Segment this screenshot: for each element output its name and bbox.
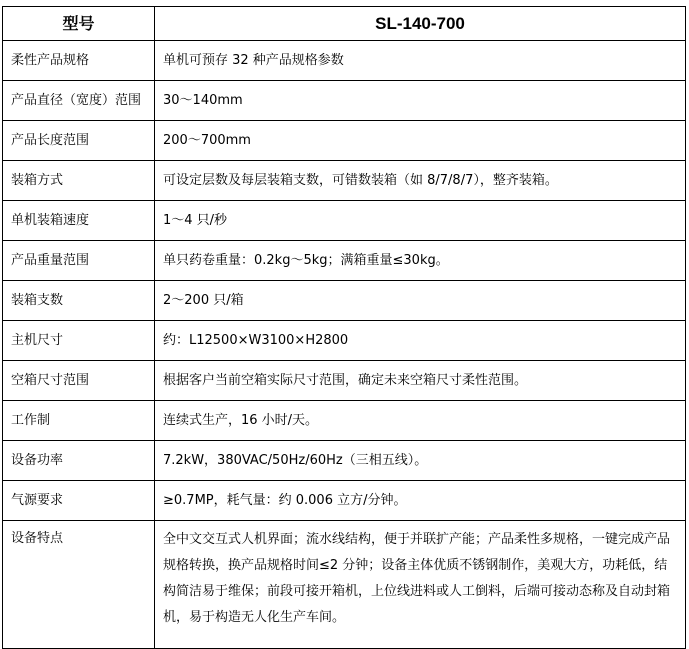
row-value: 2～200 只/箱 [155, 281, 686, 321]
row-value: 7.2kW，380VAC/50Hz/60Hz（三相五线）。 [155, 441, 686, 481]
table-row-length-range [3, 121, 686, 161]
spec-table [2, 6, 686, 649]
row-value: 约：L12500×W3100×H2800 [155, 321, 686, 361]
header-row [3, 7, 686, 41]
row-label: 产品直径（宽度）范围 [3, 81, 155, 121]
row-label: 设备特点 [3, 521, 155, 649]
table-row-air-supply [3, 481, 686, 521]
row-label: 气源要求 [3, 481, 155, 521]
table-row-weight-range [3, 241, 686, 281]
table-row-pieces-per-box [3, 281, 686, 321]
row-value: 1～4 只/秒 [155, 201, 686, 241]
table-row-empty-box-range [3, 361, 686, 401]
row-value: 全中文交互式人机界面；流水线结构，便于并联扩产能；产品柔性多规格，一键完成产品规格转换，换产品规格时间≤2 分钟；设备主体优质不锈钢制作，美观大方，功耗低，结构简洁易于维保；前段可接开箱机，上位线进料或人工倒料，后端可接动态称及自动封箱机，易于构造无人化生产车间。 [155, 521, 686, 649]
row-value: 根据客户当前空箱实际尺寸范围，确定未来空箱尺寸柔性范围。 [155, 361, 686, 401]
row-label: 工作制 [3, 401, 155, 441]
row-value: ≥0.7MP，耗气量：约 0.006 立方/分钟。 [155, 481, 686, 521]
table-row-work-schedule [3, 401, 686, 441]
table-row-packing-speed [3, 201, 686, 241]
row-label: 产品长度范围 [3, 121, 155, 161]
model-value-header: SL-140-700 [155, 7, 686, 41]
table-row-packing-method [3, 161, 686, 201]
table-row-diameter-range [3, 81, 686, 121]
row-value: 单只药卷重量：0.2kg～5kg；满箱重量≤30kg。 [155, 241, 686, 281]
table-row-machine-size [3, 321, 686, 361]
row-value: 可设定层数及每层装箱支数，可错数装箱（如 8/7/8/7），整齐装箱。 [155, 161, 686, 201]
row-label: 装箱方式 [3, 161, 155, 201]
row-label: 空箱尺寸范围 [3, 361, 155, 401]
row-value: 连续式生产，16 小时/天。 [155, 401, 686, 441]
row-label: 柔性产品规格 [3, 41, 155, 81]
row-value: 30～140mm [155, 81, 686, 121]
row-label: 主机尺寸 [3, 321, 155, 361]
row-value: 200～700mm [155, 121, 686, 161]
row-label: 产品重量范围 [3, 241, 155, 281]
model-label-header: 型号 [3, 7, 155, 41]
row-value: 单机可预存 32 种产品规格参数 [155, 41, 686, 81]
table-row-power [3, 441, 686, 481]
row-label: 装箱支数 [3, 281, 155, 321]
table-row-features [3, 521, 686, 649]
table-row-flexible-spec [3, 41, 686, 81]
row-label: 设备功率 [3, 441, 155, 481]
row-label: 单机装箱速度 [3, 201, 155, 241]
